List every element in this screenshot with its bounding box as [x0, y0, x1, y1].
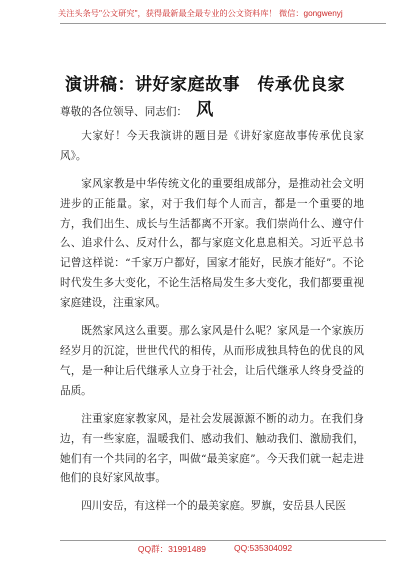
paragraph: 家风家教是中华传统文化的重要组成部分，是推动社会文明进步的正能量。家，对于我们每个人而言，都是一个重要的地方，我们出生、成长与生活都离不开家。我们崇尚什么、遵守什么、追求什么、反对什么，都与家庭文化息息相关。习近平总书记曾这样说：“千家万户都好，国家才能好，民族才能好”。不论时代发生多大变化，不论生活格局发生多大变化，我们都要重视家庭建设，注重家风。 [60, 177, 364, 310]
footer-divider [60, 540, 386, 541]
document-body [60, 103, 364, 525]
paragraph: 四川安岳，有这样一个的最美家庭。罗旗，安岳县人民医 [81, 500, 347, 513]
footer-qq-group: QQ群：31991489 [137, 544, 206, 554]
footer-contact [100, 543, 330, 555]
footer-qq-number: QQ:535304092 [233, 543, 293, 553]
header-divider [60, 23, 386, 24]
paragraph: 大家好！今天我演讲的题目是《讲好家庭故事传承优良家风》。 [60, 129, 364, 162]
paragraph-salutation: 尊敬的各位领导、同志们： [60, 106, 188, 118]
paragraph: 注重家庭家教家风，是社会发展源源不断的动力。在我们身边，有一些家庭，温暖我们、感动我们、触动我们、激励我们，她们有一个共同的名字，叫做“最美家庭”。今天我们就一起走进他们的良好家风故事。 [60, 412, 364, 485]
document-title: 演讲稿：讲好家庭故事 传承优良家风 [65, 75, 345, 120]
paragraph: 既然家风这么重要。那么家风是什么呢？家风是一个家族历经岁月的沉淀，世世代代的相传，从而形成独具特色的优良的风气，是一种让后代继承人立身于社会，让后代继承人终身受益的品质。 [60, 325, 364, 397]
header-banner: 关注头条号"公文研究"，获得最新最全最专业的公文资料库！ 微信：gongwenyj [58, 9, 343, 18]
